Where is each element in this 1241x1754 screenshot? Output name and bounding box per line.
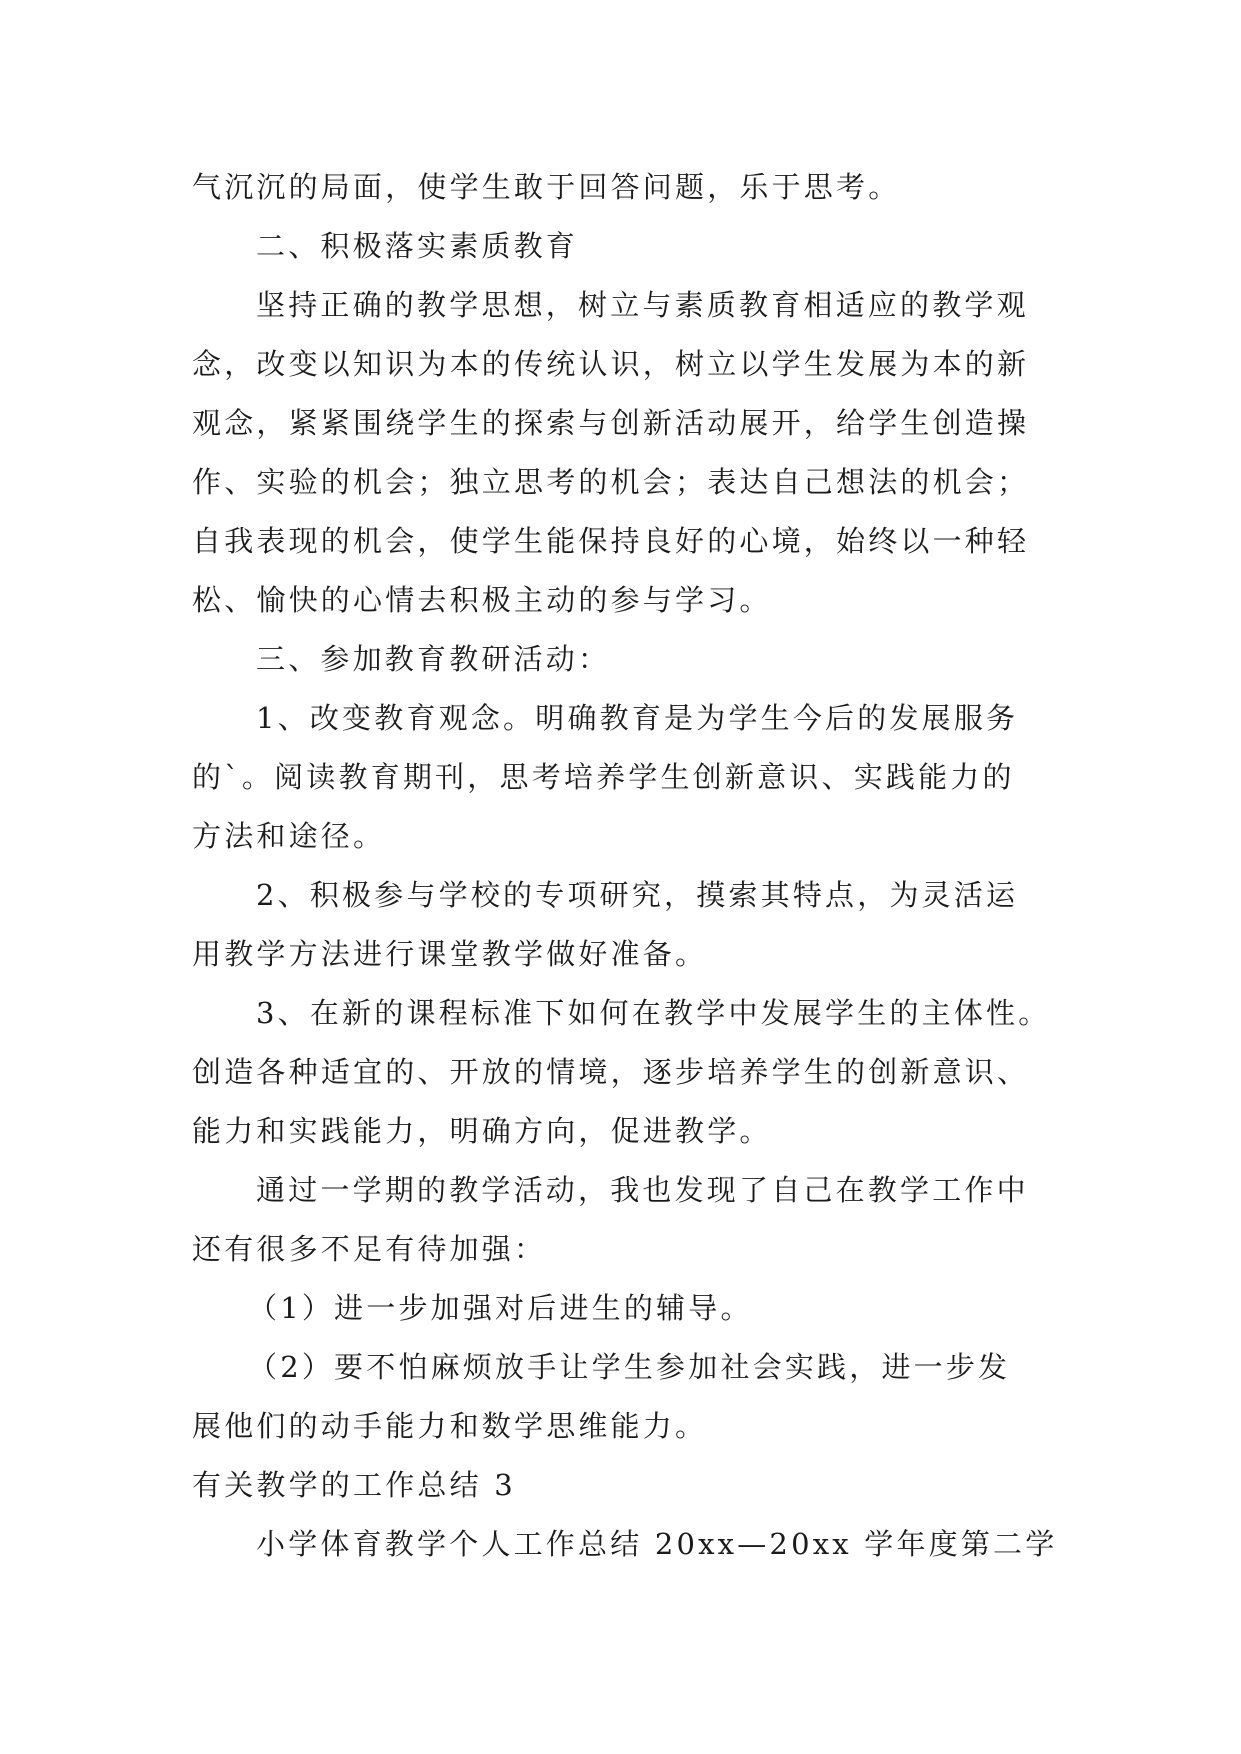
paragraph-line: 通过一学期的教学活动，我也发现了自己在教学工作中 [256, 1173, 1029, 1207]
paragraph-line: 作、实验的机会；独立思考的机会；表达自己想法的机会； [192, 465, 1030, 499]
list-item: （1）进一步加强对后进生的辅导。 [248, 1291, 753, 1325]
section-heading: 三、参加教育教研活动： [256, 642, 611, 676]
paragraph-line: 念，改变以知识为本的传统认识，树立以学生发展为本的新 [192, 347, 1030, 381]
paragraph-line: 观念，紧紧围绕学生的探索与创新活动展开，给学生创造操 [192, 406, 1030, 440]
list-item: 3、在新的课程标准下如何在教学中发展学生的主体性。 [256, 996, 1051, 1030]
paragraph-line: 松、愉快的心情去积极主动的参与学习。 [192, 583, 772, 617]
paragraph-line: 气沉沉的局面，使学生敢于回答问题，乐于思考。 [192, 170, 901, 204]
paragraph-line: 方法和途径。 [192, 819, 386, 853]
list-item: 2、积极参与学校的专项研究，摸索其特点，为灵活运 [256, 878, 1019, 912]
paragraph-line: 还有很多不足有待加强： [192, 1232, 547, 1266]
list-item: 1、改变教育观念。明确教育是为学生今后的发展服务 [256, 701, 1019, 735]
document-title: 有关教学的工作总结 3 [192, 1468, 516, 1502]
paragraph-line: 能力和实践能力，明确方向，促进教学。 [192, 1114, 772, 1148]
document-body [192, 158, 1072, 1574]
paragraph-line: 小学体育教学个人工作总结 20xx—20xx 学年度第二学 [256, 1527, 1058, 1561]
paragraph-line: 自我表现的机会，使学生能保持良好的心境，始终以一种轻 [192, 524, 1030, 558]
paragraph-line: 用教学方法进行课堂教学做好准备。 [192, 937, 708, 971]
section-heading: 二、积极落实素质教育 [256, 229, 579, 263]
paragraph-line: 展他们的动手能力和数学思维能力。 [192, 1409, 708, 1443]
paragraph-line: 坚持正确的教学思想，树立与素质教育相适应的教学观 [256, 288, 1029, 322]
list-item: （2）要不怕麻烦放手让学生参加社会实践，进一步发 [248, 1350, 1011, 1384]
paragraph-line: 的`。阅读教育期刊，思考培养学生创新意识、实践能力的 [192, 760, 1015, 794]
paragraph-line: 创造各种适宜的、开放的情境，逐步培养学生的创新意识、 [192, 1055, 1030, 1089]
